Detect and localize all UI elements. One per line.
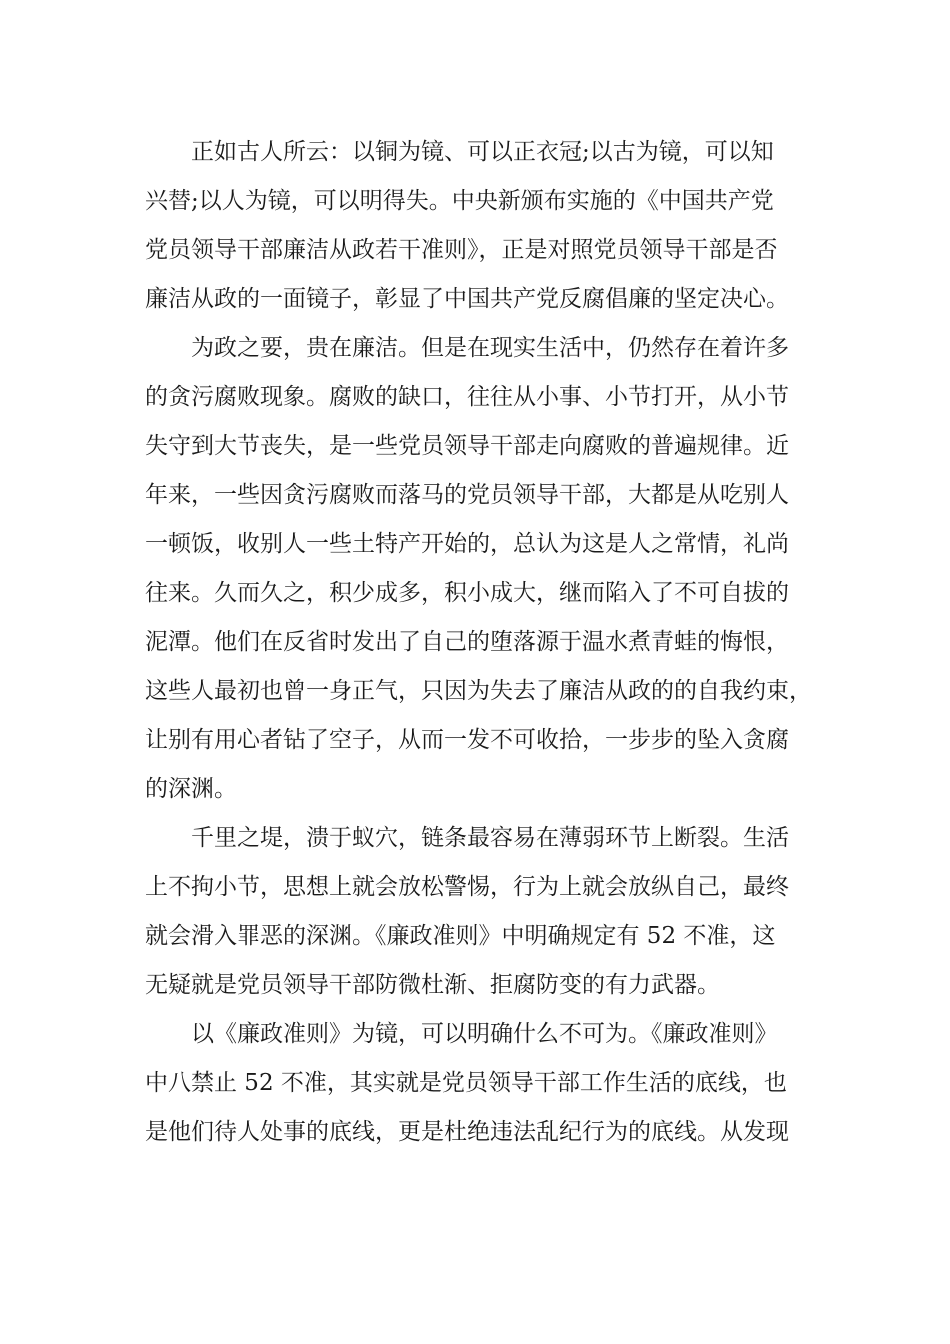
text-line: 失守到大节丧失，是一些党员领导干部走向腐败的普遍规律。近	[145, 433, 789, 459]
text-line: 兴替;以人为镜，可以明得失。中央新颁布实施的《中国共产党	[145, 188, 774, 214]
paragraph	[145, 324, 817, 814]
text-line: 中八禁止 52 不准，其实就是党员领导干部工作生活的底线，也	[145, 1070, 787, 1096]
text-line: 让别有用心者钻了空子，从而一发不可收拾，一步步的坠入贪腐	[145, 727, 789, 753]
text-line: 无疑就是党员领导干部防微杜渐、拒腐防变的有力武器。	[145, 972, 720, 998]
text-line: 以《廉政准则》为镜，可以明确什么不可为。《廉政准则》	[191, 1021, 778, 1047]
document-body	[145, 128, 817, 1157]
text-line: 为政之要，贵在廉洁。但是在现实生活中，仍然存在着许多	[191, 335, 789, 361]
text-line: 往来。久而久之，积少成多，积小成大，继而陷入了不可自拔的	[145, 580, 789, 606]
paragraph	[145, 128, 817, 324]
text-line: 一顿饭，收别人一些土特产开始的，总认为这是人之常情，礼尚	[145, 531, 789, 557]
paragraph	[145, 1010, 817, 1157]
text-line: 的贪污腐败现象。腐败的缺口，往往从小事、小节打开，从小节	[145, 384, 789, 410]
text-line: 是他们待人处事的底线，更是杜绝违法乱纪行为的底线。从发现	[145, 1119, 789, 1145]
paragraph	[145, 814, 817, 1010]
text-line: 就会滑入罪恶的深渊。《廉政准则》中明确规定有 52 不准，这	[145, 923, 776, 949]
text-line: 年来，一些因贪污腐败而落马的党员领导干部，大都是从吃别人	[145, 482, 789, 508]
text-line: 廉洁从政的一面镜子，彰显了中国共产党反腐倡廉的坚定决心。	[145, 286, 789, 312]
text-line: 上不拘小节，思想上就会放松警惕，行为上就会放纵自己，最终	[145, 874, 789, 900]
text-line: 泥潭。他们在反省时发出了自己的堕落源于温水煮青蛙的悔恨，	[145, 629, 789, 655]
text-line: 正如古人所云：以铜为镜、可以正衣冠;以古为镜，可以知	[191, 139, 774, 165]
text-line: 党员领导干部廉洁从政若干准则》，正是对照党员领导干部是否	[145, 237, 778, 263]
text-line: 千里之堤，溃于蚁穴，链条最容易在薄弱环节上断裂。生活	[191, 825, 789, 851]
text-line: 这些人最初也曾一身正气，只因为失去了廉洁从政的的自我约束，	[145, 678, 812, 704]
text-line: 的深渊。	[145, 776, 237, 802]
